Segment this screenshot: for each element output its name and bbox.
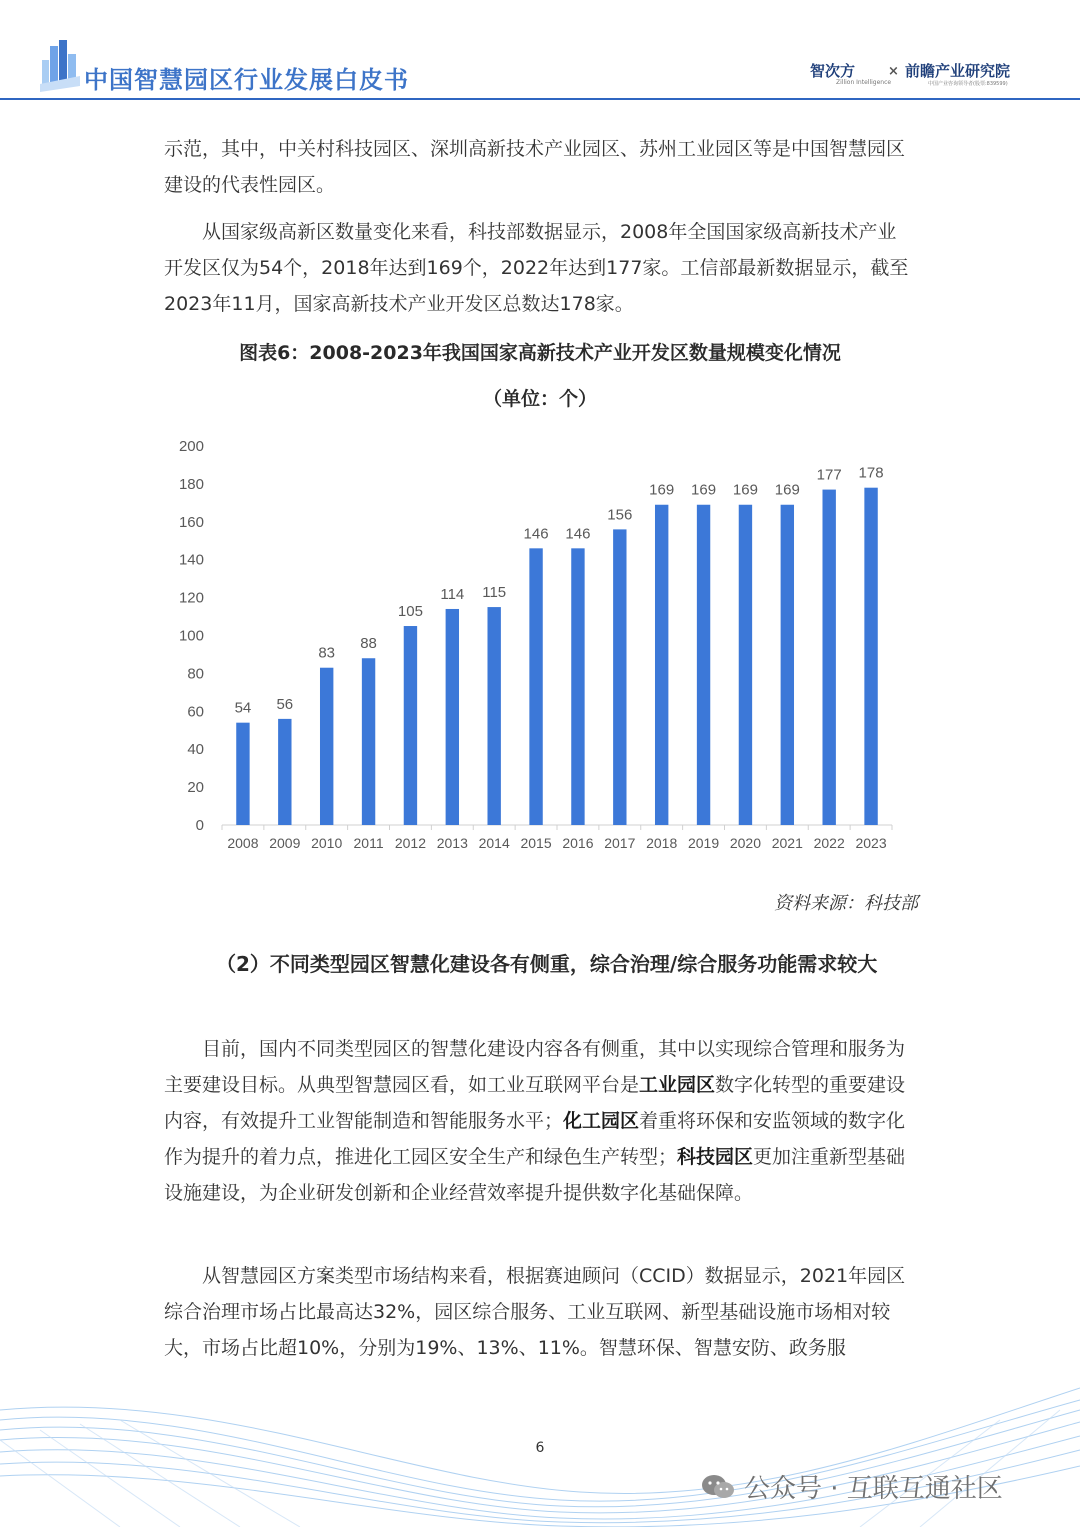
page-number: 6 <box>535 1440 545 1456</box>
y-tick-label: 200 <box>178 438 204 455</box>
y-tick-label: 120 <box>178 589 204 607</box>
bar <box>613 529 626 825</box>
y-tick-label: 160 <box>178 513 204 531</box>
city-logo-icon <box>40 40 80 92</box>
p3-bold-chemical: 化工园区 <box>563 1110 640 1132</box>
bar <box>278 719 291 825</box>
watermark-text: 公众号 · 互联互通社区 <box>744 1474 1003 1504</box>
y-tick-label: 80 <box>187 665 204 683</box>
y-tick-label: 40 <box>187 741 204 759</box>
data-label: 146 <box>523 525 549 543</box>
page-header <box>0 0 1080 100</box>
paragraph-park-types <box>164 1031 914 1211</box>
partner-logo-qianzhan-sub: 中国产业咨询领导者(股票:839599) <box>928 81 1008 87</box>
data-label: 169 <box>649 481 675 499</box>
x-tick-label: 2023 <box>855 835 887 851</box>
bar <box>864 488 877 825</box>
data-label: 169 <box>732 481 758 499</box>
x-tick-label: 2016 <box>562 835 594 851</box>
wechat-icon <box>700 1473 736 1501</box>
bar <box>236 723 249 825</box>
data-label: 146 <box>565 525 591 543</box>
x-tick-label: 2020 <box>729 835 762 851</box>
section-heading: （2）不同类型园区智慧化建设各有侧重，综合治理/综合服务功能需求较大 <box>216 952 878 976</box>
data-label: 177 <box>816 466 842 484</box>
data-label: 178 <box>858 464 884 482</box>
x-tick-label: 2008 <box>227 835 259 851</box>
data-label: 54 <box>234 699 252 717</box>
y-tick-label: 100 <box>178 627 204 645</box>
bar <box>320 668 333 825</box>
p3-bold-industrial: 工业园区 <box>639 1074 716 1096</box>
data-label: 169 <box>691 481 717 499</box>
bar <box>697 505 710 825</box>
bar <box>487 607 500 825</box>
paragraph-hightech-zones: 从国家级高新区数量变化来看，科技部数据显示，2008年全国国家级高新技术产业开发区仅为54个，2018年达到169个，2022年达到177家。工信部最新数据显示，截至2023年11月，国家高新技术产业开发区总数达178家。 <box>164 221 909 315</box>
x-tick-label: 2018 <box>646 835 678 851</box>
y-tick-label: 0 <box>195 817 204 834</box>
x-tick-label: 2012 <box>394 835 427 851</box>
x-tick-label: 2015 <box>520 835 552 851</box>
p3-text-d: 着重将环保和安监领域的数字化作为提升的着力点，推进化工园区安全生产和绿色生产转型； <box>164 1110 906 1168</box>
x-tick-label: 2017 <box>604 835 636 851</box>
figure-title: 图表6：2008-2023年我国国家高新技术产业开发区数量规模变化情况 <box>239 342 841 364</box>
p3-bold-tech: 科技园区 <box>677 1146 754 1168</box>
data-label: 88 <box>360 635 377 653</box>
x-tick-label: 2014 <box>478 835 510 851</box>
y-tick-label: 140 <box>178 551 204 569</box>
bar <box>781 505 794 825</box>
bar <box>529 548 542 825</box>
bar <box>655 505 668 825</box>
figure-source: 资料来源：科技部 <box>774 893 918 914</box>
bar <box>571 548 584 825</box>
partner-logo-zillion-sub: Zillion Intelligence <box>836 79 892 86</box>
x-tick-label: 2022 <box>813 835 845 851</box>
bar-chart <box>160 430 920 870</box>
paragraph-market-structure: 从智慧园区方案类型市场结构来看，根据赛迪顾问（CCID）数据显示，2021年园区综合治理市场占比最高达32%，园区综合服务、工业互联网、新型基础设施市场相对较大，市场占比超10%，分别为19%、13%、11%。智慧环保、智慧安防、政务服 <box>164 1265 906 1359</box>
bar <box>404 626 417 825</box>
x-tick-label: 2010 <box>311 835 343 851</box>
x-tick-label: 2013 <box>436 835 468 851</box>
bar <box>362 658 375 825</box>
wechat-watermark <box>700 1468 1003 1505</box>
bar <box>822 490 835 825</box>
data-label: 169 <box>774 481 800 499</box>
x-tick-label: 2019 <box>687 835 720 851</box>
x-tick-label: 2009 <box>269 835 301 851</box>
data-label: 115 <box>482 584 507 602</box>
p3-text-a: 目前，国内不同类型园区的智慧化建设内容各有侧重，其中以实现综合管理和服务为主要建设目标。从典型智慧园区看，如工业互联网平台是 <box>164 1038 906 1096</box>
partner-logo-zillion: 智次方 <box>810 62 856 80</box>
data-label: 114 <box>440 585 465 603</box>
y-tick-label: 180 <box>178 475 204 493</box>
data-label: 83 <box>318 644 336 662</box>
y-tick-label: 20 <box>187 779 204 797</box>
paragraph-intro: 示范，其中，中关村科技园区、深圳高新技术产业园区、苏州工业园区等是中国智慧园区建设的代表性园区。 <box>164 138 906 196</box>
bar <box>739 505 752 825</box>
bar <box>446 609 459 825</box>
x-tick-label: 2011 <box>353 835 384 851</box>
p3-text-e: 更加注重新型基础设施建设，为企业研发创新和企业经营效率提升提供数字化基础保障。 <box>164 1146 906 1204</box>
y-tick-label: 60 <box>187 703 204 721</box>
p3-text-c: 数字化转型的重要建设内容，有效提升工业智能制造和智能服务水平； <box>164 1074 906 1132</box>
partner-logo-qianzhan: 前瞻产业研究院 <box>905 62 1011 80</box>
header-rule <box>0 98 1080 100</box>
bar-chart-svg <box>160 430 920 870</box>
data-label: 56 <box>276 695 294 713</box>
figure-unit: （单位：个） <box>482 388 597 410</box>
document-title: 中国智慧园区行业发展白皮书 <box>84 66 409 94</box>
data-label: 105 <box>397 603 423 621</box>
x-tick-label: 2021 <box>771 835 803 851</box>
data-label: 156 <box>607 506 633 524</box>
partner-separator: × <box>888 64 899 79</box>
